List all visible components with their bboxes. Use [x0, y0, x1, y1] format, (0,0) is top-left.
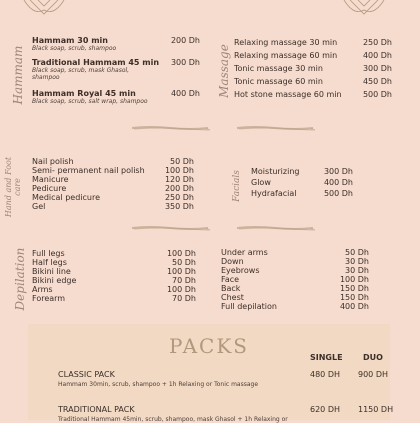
depilation-item-name: Arms [32, 285, 53, 294]
ornament-icon [20, 0, 68, 22]
depilation-item-price: 100 Dh [166, 249, 196, 258]
brush-divider [235, 225, 315, 231]
massage-row [234, 90, 392, 103]
handfoot-row [32, 202, 194, 211]
depilation-item-name: Down [221, 257, 244, 266]
massage-item-name: Tonic massage 30 min [234, 64, 323, 73]
brush-divider [130, 225, 210, 231]
depilation-row [32, 249, 196, 258]
facials-row [251, 189, 353, 200]
massage-item-price: 450 Dh [362, 77, 392, 86]
depilation-row [32, 276, 196, 285]
massage-item-name: Relaxing massage 30 min [234, 38, 338, 47]
depilation-item-name: Chest [221, 293, 244, 302]
handfoot-item-price: 50 Dh [170, 157, 194, 166]
depilation-item-name: Face [221, 275, 240, 284]
depilation-item-price: 30 Dh [345, 266, 369, 275]
depilation-item-name: Forearm [32, 294, 66, 303]
hammam-item-price: 400 Dh [170, 89, 200, 98]
hammam-item-desc: Black soap, scrub, shampoo [32, 45, 117, 52]
pack-duo-price: 900 DH [358, 370, 388, 379]
depilation-item-price: 30 Dh [345, 257, 369, 266]
facials-row [251, 167, 353, 178]
hammam-item-name: Hammam 30 min [32, 36, 108, 45]
depilation-item-price: 70 Dh [172, 294, 196, 303]
depilation-item-name: Full legs [32, 249, 65, 258]
massage-item-price: 400 Dh [362, 51, 392, 60]
depilation-item-name: Half legs [32, 258, 67, 267]
depilation-item-price: 100 Dh [166, 285, 196, 294]
depilation-item-name: Bikini edge [32, 276, 77, 285]
handfoot-item-price: 120 Dh [164, 175, 194, 184]
section-label-depilation: Depilation [13, 247, 27, 311]
depilation-row [221, 257, 369, 266]
depilation-item-name: Eyebrows [221, 266, 260, 275]
depilation-item-price: 150 Dh [339, 284, 369, 293]
handfoot-item-price: 100 Dh [164, 166, 194, 175]
depilation-row [221, 275, 369, 284]
handfoot-item-name: Gel [32, 202, 46, 211]
section-label-hammam: Hammam [11, 45, 25, 105]
duo-column-header: DUO [363, 353, 383, 362]
packs-panel [28, 324, 394, 423]
handfoot-item-name: Nail polish [32, 157, 74, 166]
facials-item-price: 300 Dh [323, 167, 353, 176]
handfoot-item-name: Semi- permanent nail polish [32, 166, 145, 175]
depilation-row [32, 285, 196, 294]
handfoot-item-name: Manicure [32, 175, 69, 184]
pack-desc: Traditional Hammam 45min, scrub, shampoo, mask Ghasol + 1h Relaxing or [58, 416, 288, 423]
depilation-item-name: Bikini line [32, 267, 71, 276]
massage-row [234, 51, 392, 64]
section-label-massage: Massage [217, 44, 231, 98]
handfoot-row [32, 193, 194, 202]
packs-title: PACKS [168, 334, 249, 358]
depilation-item-price: 70 Dh [172, 276, 196, 285]
depilation-item-price: 100 Dh [339, 275, 369, 284]
massage-item-name: Tonic massage 60 min [234, 77, 323, 86]
massage-item-price: 250 Dh [362, 38, 392, 47]
handfoot-row [32, 175, 194, 184]
handfoot-item-name: Medical pedicure [32, 193, 100, 202]
handfoot-item-price: 350 Dh [164, 202, 194, 211]
pack-duo-price: 1150 DH [358, 405, 394, 414]
hammam-item-name: Traditional Hammam 45 min [32, 58, 160, 67]
handfoot-item-price: 250 Dh [164, 193, 194, 202]
depilation-row [221, 284, 369, 293]
depilation-item-price: 150 Dh [339, 293, 369, 302]
pack-name: CLASSIC PACK [58, 370, 115, 379]
facials-item-name: Hydrafacial [251, 189, 297, 198]
facials-item-name: Moisturizing [251, 167, 300, 176]
massage-item-name: Relaxing massage 60 min [234, 51, 338, 60]
facials-row [251, 178, 353, 189]
massage-item-price: 500 Dh [362, 90, 392, 99]
massage-row [234, 64, 392, 77]
brush-divider [130, 125, 210, 131]
single-column-header: SINGLE [310, 353, 343, 362]
depilation-row [32, 258, 196, 267]
depilation-row [32, 267, 196, 276]
pack-single-price: 480 DH [310, 370, 340, 379]
depilation-row [221, 293, 369, 302]
depilation-item-price: 400 Dh [339, 302, 369, 311]
depilation-row [32, 294, 196, 303]
depilation-row [221, 248, 369, 257]
depilation-item-name: Back [221, 284, 241, 293]
massage-item-name: Hot stone massage 60 min [234, 90, 342, 99]
massage-item-price: 300 Dh [362, 64, 392, 73]
hammam-item-desc: Black soap, scrub, salt wrap, shampoo [32, 98, 148, 105]
handfoot-row [32, 166, 194, 175]
depilation-item-name: Full depilation [221, 302, 277, 311]
pack-desc: Hammam 30min, scrub, shampoo + 1h Relaxing or Tonic massage [58, 381, 259, 388]
ornament-icon [340, 0, 388, 22]
depilation-item-price: 50 Dh [172, 258, 196, 267]
handfoot-item-price: 200 Dh [164, 184, 194, 193]
massage-row [234, 38, 392, 51]
depilation-item-price: 100 Dh [166, 267, 196, 276]
facials-item-price: 400 Dh [323, 178, 353, 187]
hammam-item-name: Hammam Royal 45 min [32, 89, 136, 98]
pack-name: TRADITIONAL PACK [58, 405, 135, 414]
hammam-item-desc: Black soap, scrub, mask Ghasol, shampoo [32, 67, 130, 81]
brush-divider [235, 125, 315, 131]
depilation-row [221, 302, 369, 311]
section-label-hand-foot: Hand and Foot care [4, 156, 22, 218]
handfoot-item-name: Pedicure [32, 184, 67, 193]
hammam-item-price: 200 Dh [170, 36, 200, 45]
hammam-item-price: 300 Dh [170, 58, 200, 67]
handfoot-row [32, 157, 194, 166]
depilation-item-price: 50 Dh [345, 248, 369, 257]
depilation-row [221, 266, 369, 275]
handfoot-row [32, 184, 194, 193]
facials-item-name: Glow [251, 178, 271, 187]
section-label-facials: Facials [232, 170, 242, 202]
massage-row [234, 77, 392, 90]
pack-single-price: 620 DH [310, 405, 340, 414]
depilation-item-name: Under arms [221, 248, 268, 257]
facials-item-price: 500 Dh [323, 189, 353, 198]
